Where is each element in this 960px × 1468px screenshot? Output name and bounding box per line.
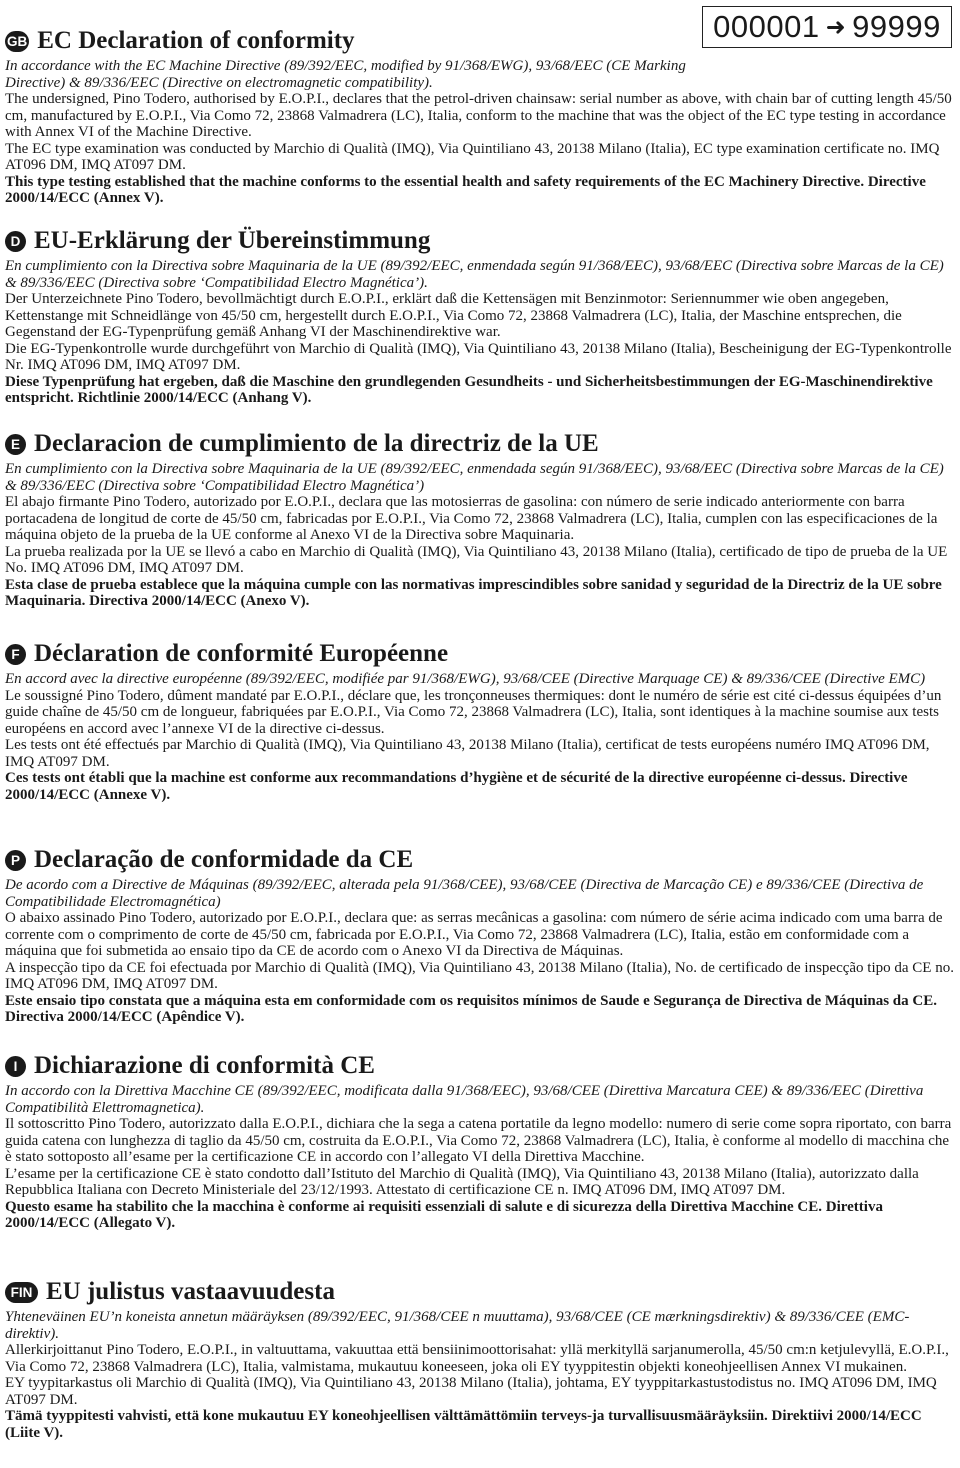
section-para1-d: Der Unterzeichnete Pino Todero, bevollmächtigt durch E.O.P.I., erklärt daß die Kettensägen mit Benzinmotor: Seriennummer wie oben angegeben, Kettenstange mit Schneidlänge von 45/50 cm, hergestellt durch E.O.P.I., Via Como 72, 23868 Valmadrera (LC), Italia, der Maschine entsprechen, die Gegenstand der EG-Typenprüfung gemäß Anhang VI der Maschinendirektive war. <box>5 291 902 340</box>
section-conclusion-f: Ces tests ont établi que la machine est conforme aux recommandations d’hygiène et de sécurité de la directive européenne ci-dessus. Directive 2000/14/ECC (Annexe V). <box>5 770 908 803</box>
language-badge-f: F <box>5 644 26 665</box>
section-para2-i: L’esame per la certificazione CE è stato condotto dall’Istituto del Marchio di Qualità (IMQ), Via Quintiliano 43, 20138 Milano (Italia), autorizzato dalla Repubblica Italiana con Decreto Ministeriale del 23/12/1993. Attestato di certificazione CE n. IMQ AT096 DM, IMQ AT097 DM. <box>5 1165 919 1198</box>
section-para1-f: Le soussigné Pino Todero, dûment mandaté par E.O.P.I., déclare que, les tronçonneuses thermiques: dont le numéro de série est cité ci-dessus équipées d’un guide chaîne de 45/50 cm de longueur, fabriquées par E.O.P.I., Via Como 72, 23868 Valmadrera (LC), Italia, sont identiques à la machine soumise aux tests européens en accord avec l’annexe VI de la directive ci-dessus. <box>5 687 942 737</box>
section-intro-fin: Yhteneväinen EU’n koneista annetun määräyksen (89/392/EEC, 91/368/CEE n muuttama), 93/68/CEE (CE mærkningsdirektiv) & 89/336/CEE (EMC-direktiv). <box>5 1309 910 1342</box>
section-para2-d: Die EG-Typenkontrolle wurde durchgeführt von Marchio di Qualità (IMQ), Via Quintiliano 43, 20138 Milano (Italia), Bescheinigung der EG-Typenkontrolle Nr. IMQ AT096 DM, IMQ AT097 DM. <box>5 340 952 373</box>
section-intro-gb: In accordance with the EC Machine Directive (89/392/EEC, modified by 91/368/EWG), 93/68/EEC (CE Marking Directive) & 89/336/EEC (Directive on electromagnetic compatibility). <box>5 58 686 91</box>
section-title-f: Déclaration de conformité Européenne <box>34 640 449 667</box>
section-title-fin: EU julistus vastaavuudesta <box>46 1278 335 1305</box>
language-badge-gb: GB <box>5 31 29 52</box>
section-para2-e: La prueba realizada por la UE se llevó a cabo en Marchio di Qualità (IMQ), Via Quintiliano 43, 20138 Milano (Italia), certificado de tipo de prueba de la UE No. IMQ AT096 DM, IMQ AT097 DM. <box>5 543 948 576</box>
serial-to: 99999 <box>852 9 941 44</box>
section-conclusion-p: Este ensaio tipo constata que a máquina esta em conformidade com os requisitos mínimos de Saude e Segurança de Directiva de Máquinas da CE. Directiva 2000/14/ECC (Apêndice V). <box>5 992 937 1025</box>
section-conclusion-d: Diese Typenprüfung hat ergeben, daß die Maschine den grundlegenden Gesundheits - und Sicherheitsbestimmungen der EG-Maschinendirektive entspricht. Richtlinie 2000/14/ECC (Anhang V). <box>5 373 933 406</box>
section-intro-p: De acordo com a Directive de Máquinas (89/392/EEC, alterada pela 91/368/CEE), 93/68/CEE (Directiva de Marcação CE) e 89/336/CEE (Directiva de Compatibilidade Electromagnética) <box>5 877 924 910</box>
language-badge-e: E <box>5 434 26 455</box>
section-para2-f: Les tests ont été effectués par Marchio di Qualità (IMQ), Via Quintiliano 43, 20138 Milano (Italia), certificat de tests européens numéro IMQ AT096 DM, IMQ AT097 DM. <box>5 737 930 770</box>
section-f <box>5 638 955 803</box>
arrow-right-icon: ➜ <box>825 13 847 41</box>
section-gb <box>5 25 955 207</box>
section-para2-gb: The EC type examination was conducted by Marchio di Qualità (IMQ), Via Quintiliano 43, 20138 Milano (Italia), EC type examination certificate no. IMQ AT096 DM, IMQ AT097 DM. <box>5 140 940 173</box>
serial-from: 000001 <box>713 9 820 44</box>
section-p <box>5 844 955 1026</box>
section-para1-fin: Allerkirjoittanut Pino Todero, E.O.P.I., in valtuuttama, vakuuttaa että bensiinimoottorisahat: yllä merkityllä sarjanumerolla, 45/50 cm:n ketjulevyllä, E.O.P.I., Via Como 72, 23868 Valmadrera (LC), Italia, valmistama, mukautuu koneeseen, joka oli EY tyyppitestin objekti koneohjeellisen Annex VI mukainen. <box>5 1342 949 1375</box>
section-d <box>5 225 955 407</box>
section-fin <box>5 1276 955 1441</box>
section-conclusion-i: Questo esame ha stabilito che la macchina è conforme ai requisiti essenziali di salute e di sicurezza della Direttiva Macchine CE. Direttiva 2000/14/ECC (Allegato V). <box>5 1198 883 1231</box>
section-title-e: Declaracion de cumplimiento de la directriz de la UE <box>34 430 599 457</box>
section-conclusion-e: Esta clase de prueba establece que la máquina cumple con las normativas imprescindibles sobre sanidad y seguridad de la Directriz de la UE sobre Maquinaria. Directiva 2000/14/ECC (Anexo V). <box>5 576 942 609</box>
section-conclusion-gb: This type testing established that the machine conforms to the essential health and safety requirements of the EC Machinery Directive. Directive 2000/14/ECC (Annex V). <box>5 173 926 206</box>
section-para1-e: El abajo firmante Pino Todero, autorizado por E.O.P.I., declara que las motosierras de gasolina: con número de serie indicado anteriormente con barra portacadena de longitud de corte de 45/50 cm, fabricadas por E.O.P.I., Via Como 72, 23868 Valmadrera (LC), Italia, cumplen con las especificaciones de la máquina objeto de la prueba de la UE conforme al Anexo VI de la Directiva sobre Maquinaria. <box>5 494 938 543</box>
section-para1-p: O abaixo assinado Pino Todero, autorizado por E.O.P.I., declara que: as serras mecânicas a gasolina: com número de série acima indicado com uma barra de corrente com o comprimento de corte de 45/50 cm, fabricada por E.O.P.I., Via Como 72, 23868 Valmadrera (LC), Italia, estão em conformidade com a máquina que foi submetida ao ensaio tipo da CE de acordo com o Anexo VI da Directiva de Máquinas. <box>5 910 943 959</box>
section-para2-fin: EY tyypitarkastus oli Marchio di Qualità (IMQ), Via Quintiliano 43, 20138 Milano (Italia), johtama, EY tyyppitarkastustodistus no. IMQ AT096 DM, IMQ AT097 DM. <box>5 1375 937 1408</box>
section-intro-d: En cumplimiento con la Directiva sobre Maquinaria de la UE (89/392/EEC, enmendada según 91/368/EEC), 93/68/EEC (Directiva sobre Marcas de la CE) & 89/336/EEC (Directiva sobre ‘Compatibilidad Electro Magnética’). <box>5 258 944 291</box>
section-para1-gb: The undersigned, Pino Todero, authorised by E.O.P.I., declares that the petrol-driven chainsaw: serial number as above, with chain bar of cutting length 45/50 cm, manufactured by E.O.P.I., Via Como 72, 23868 Valmadrera (LC), Italia, conform to the machine that was the object of the EC type testing in accordance with Annex VI of the Machine Directive. <box>5 91 952 140</box>
section-title-gb: EC Declaration of conformity <box>37 27 355 54</box>
section-i <box>5 1050 955 1232</box>
section-intro-f: En accord avec la directive européenne (89/392/EEC, modifiée par 91/368/EWG), 93/68/CEE (Directive Marquage CE) & 89/336/CEE (Directive EMC) <box>5 671 926 687</box>
language-badge-fin: FIN <box>5 1282 38 1303</box>
section-e <box>5 428 955 610</box>
language-badge-p: P <box>5 850 26 871</box>
section-conclusion-fin: Tämä tyyppitesti vahvisti, että kone mukautuu EY koneohjeellisen välttämättömiin terveys-ja turvallisuusmääräyksiin. Direktiivi 2000/14/ECC (Liite V). <box>5 1408 922 1441</box>
section-title-i: Dichiarazione di conformità CE <box>34 1052 375 1079</box>
language-badge-i: I <box>5 1056 26 1077</box>
section-para1-i: Il sottoscritto Pino Todero, autorizzato dalla E.O.P.I., dichiara che la sega a catena portatile da legno modello: numero di serie come sopra riportato, con barra guida catena con lunghezza di taglio da 45/50 cm, costruita da E.O.P.I., Via Como 72, 23868 Valmadrera (LC), Italia, è conforme al modello di macchina che è stato sottoposto all’esame per la certificazione CE in accordo con l’allegato VI della Direttiva Macchine. <box>5 1116 952 1165</box>
section-intro-i: In accordo con la Direttiva Macchine CE (89/392/EEC, modificata dalla 91/368/EEC), 93/68/CEE (Direttiva Marcatura CEE) & 89/336/EEC (Direttiva Compatibilità Elettromagnetica). <box>5 1083 924 1116</box>
section-para2-p: A inspecção tipo da CE foi efectuada por Marchio di Qualità (IMQ), Via Quintiliano 43, 20138 Milano (Italia), No. de certificado de inspecção tipo da CE no. IMQ AT096 DM, IMQ AT097 DM. <box>5 959 954 992</box>
section-intro-e: En cumplimiento con la Directiva sobre Maquinaria de la UE (89/392/EEC, enmendada según 91/368/EEC), 93/68/EEC (Directiva sobre Marcas de la CE) & 89/336/EEC (Directiva sobre ‘Compatibilidad Electro Magnética’) <box>5 461 944 494</box>
language-badge-d: D <box>5 231 26 252</box>
section-title-d: EU-Erklärung der Übereinstimmung <box>34 227 431 254</box>
section-title-p: Declaração de conformidade da CE <box>34 846 414 873</box>
